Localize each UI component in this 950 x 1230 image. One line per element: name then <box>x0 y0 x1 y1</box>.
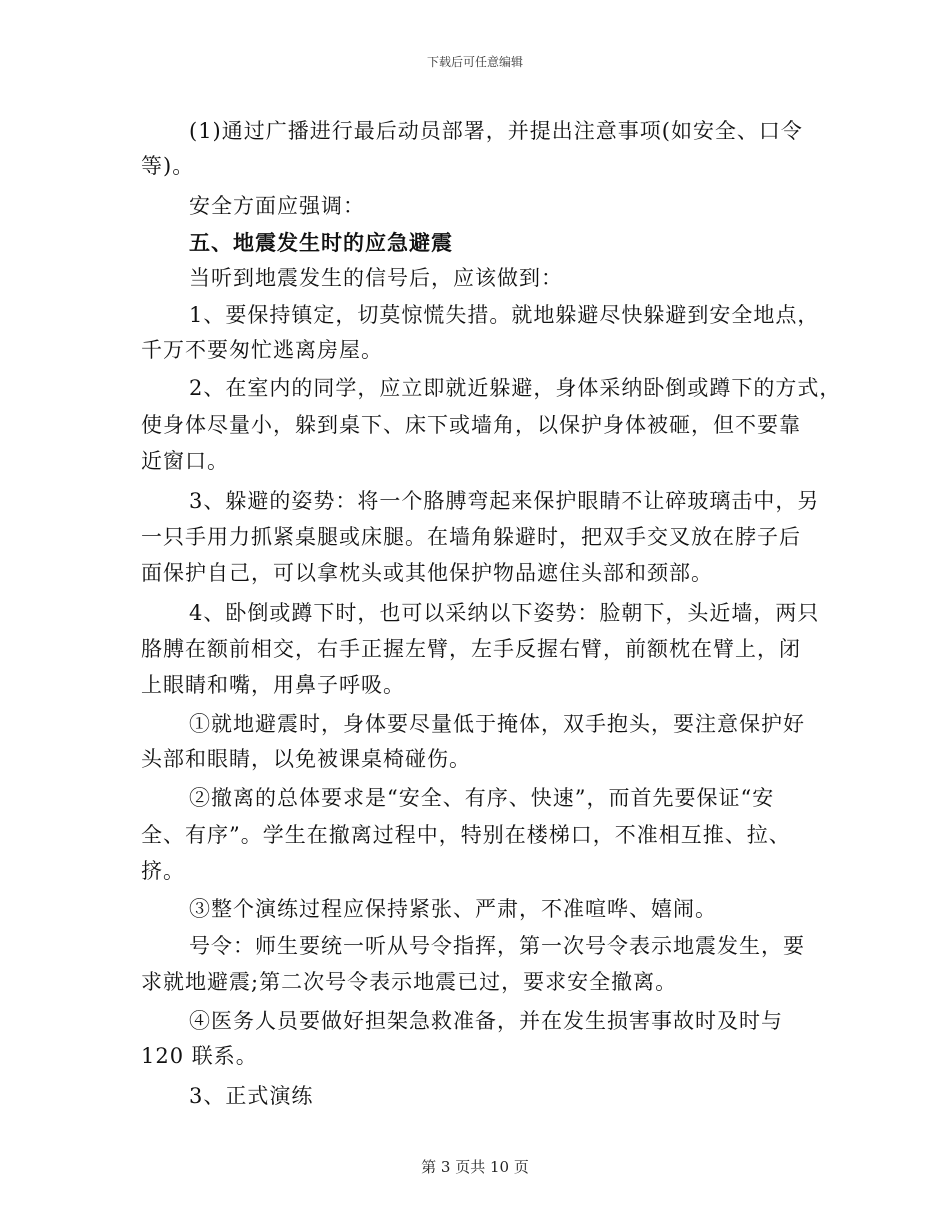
paragraph-line: 3、正式演练 <box>189 1084 314 1108</box>
paragraph-line: 3、躲避的姿势：将一个胳膊弯起来保护眼睛不让碎玻璃击中，另 <box>189 489 820 513</box>
paragraph-line: 一只手用力抓紧桌腿或床腿。在墙角躲避时，把双手交叉放在脖子后 <box>141 525 801 549</box>
paragraph-line: (1)通过广播进行最后动员部署，并提出注意事项(如安全、口令 <box>189 119 803 143</box>
paragraph-line: 面保护自己，可以拿枕头或其他保护物品遮住头部和颈部。 <box>141 561 713 585</box>
paragraph-line: 头部和眼睛，以免被课桌椅碰伤。 <box>141 747 471 771</box>
paragraph-line: ③整个演练过程应保持紧张、严肃，不准喧哗、嬉闹。 <box>189 897 717 921</box>
paragraph-line: 胳膊在额前相交，右手正握左臂，左手反握右臂，前额枕在臂上，闭 <box>141 637 801 661</box>
paragraph-line: 2、在室内的同学，应立即就近躲避，身体采纳卧倒或蹲下的方式， <box>189 376 842 400</box>
section-heading: 五、地震发生时的应急避震 <box>189 230 453 255</box>
paragraph-line: 4、卧倒或蹲下时，也可以采纳以下姿势：脸朝下，头近墙，两只 <box>189 601 820 625</box>
paragraph-line: 等)。 <box>141 154 195 178</box>
page-footer: 第 3 页共 10 页 <box>421 1158 529 1176</box>
paragraph-line: 全、有序”。学生在撤离过程中，特别在楼梯口，不准相互推、拉、 <box>141 823 791 847</box>
paragraph-line: 使身体尽量小，躲到桌下、床下或墙角，以保护身体被砸，但不要靠 <box>141 413 801 437</box>
paragraph-line: 求就地避震;第二次号令表示地震已过，要求安全撤离。 <box>141 970 678 994</box>
paragraph-line: 挤。 <box>141 859 185 883</box>
page-header: 下载后可任意编辑 <box>426 55 523 69</box>
paragraph-line: 千万不要匆忙逃离房屋。 <box>141 338 383 362</box>
paragraph-line: 号令：师生要统一听从号令指挥，第一次号令表示地震发生，要 <box>189 934 805 958</box>
paragraph-line: 近窗口。 <box>141 449 229 473</box>
paragraph-line: 安全方面应强调： <box>189 194 365 218</box>
paragraph-line: 当听到地震发生的信号后，应该做到： <box>189 266 563 290</box>
paragraph-line: 120 联系。 <box>141 1044 258 1068</box>
paragraph-line: 1、要保持镇定，切莫惊慌失措。就地躲避尽快躲避到安全地点， <box>189 303 820 327</box>
paragraph-line: 上眼睛和嘴，用鼻子呼吸。 <box>141 673 405 697</box>
paragraph-line: ④医务人员要做好担架急救准备，并在发生损害事故时及时与 <box>189 1009 783 1033</box>
paragraph-line: ①就地避震时，身体要尽量低于掩体，双手抱头，要注意保护好 <box>189 712 805 736</box>
paragraph-line: ②撤离的总体要求是“安全、有序、快速”，而首先要保证“安 <box>189 786 775 810</box>
